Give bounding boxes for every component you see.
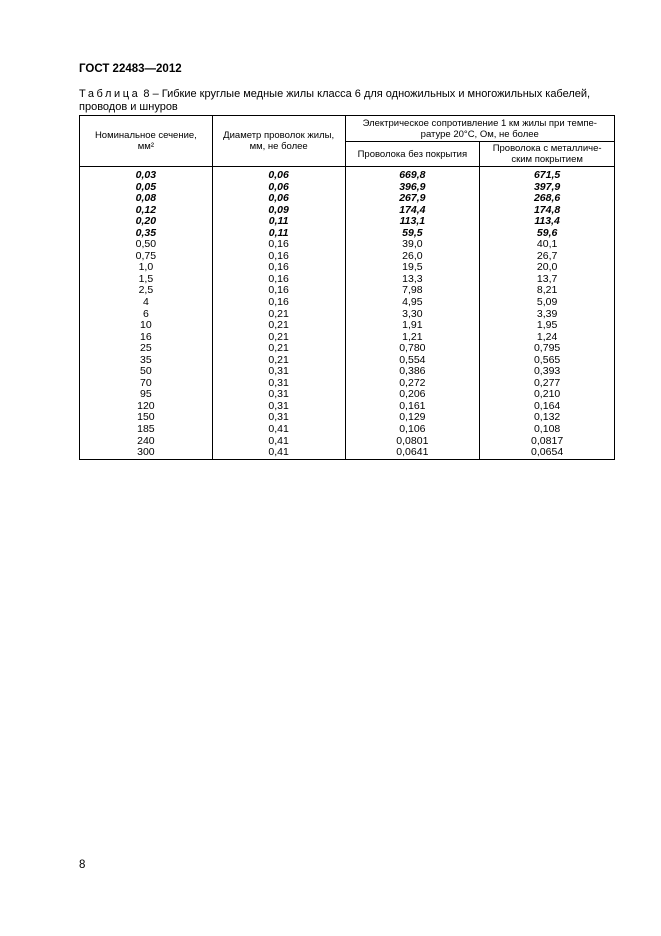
cell-coated: 113,4 — [480, 216, 615, 228]
cell-bare: 174,4 — [345, 205, 480, 217]
cell-bare: 39,0 — [345, 239, 480, 251]
cell-coated: 0,795 — [480, 343, 615, 355]
cell-coated: 0,164 — [480, 401, 615, 413]
table-row — [80, 447, 615, 459]
table-row — [80, 285, 615, 297]
cell-diameter: 0,21 — [212, 332, 345, 344]
cell-section: 0,50 — [80, 239, 213, 251]
table-row — [80, 216, 615, 228]
cell-diameter: 0,31 — [212, 366, 345, 378]
cell-bare: 0,780 — [345, 343, 480, 355]
cell-coated: 671,5 — [480, 167, 615, 182]
cell-coated: 20,0 — [480, 262, 615, 274]
cell-section: 0,35 — [80, 228, 213, 240]
cell-section: 0,05 — [80, 182, 213, 194]
table-row — [80, 309, 615, 321]
cell-bare: 113,1 — [345, 216, 480, 228]
cell-diameter: 0,21 — [212, 320, 345, 332]
cell-section: 0,03 — [80, 167, 213, 182]
header-wire-diameter: Диаметр проволок жилы, мм, не более — [212, 116, 345, 167]
table-row — [80, 274, 615, 286]
cell-diameter: 0,06 — [212, 182, 345, 194]
cell-coated: 0,0817 — [480, 436, 615, 448]
cell-bare: 1,21 — [345, 332, 480, 344]
cell-diameter: 0,21 — [212, 309, 345, 321]
header-resistance-group: Электрическое сопротивление 1 км жилы при темпе- ратуре 20°С, Ом, не более — [345, 116, 615, 142]
cell-diameter: 0,11 — [212, 216, 345, 228]
cell-coated: 0,132 — [480, 412, 615, 424]
document-header: ГОСТ 22483—2012 — [79, 63, 182, 75]
table-row — [80, 251, 615, 263]
cell-bare: 267,9 — [345, 193, 480, 205]
page-number: 8 — [79, 859, 86, 871]
cell-bare: 0,206 — [345, 389, 480, 401]
header-nominal-section: Номинальное сечение, мм² — [80, 116, 213, 167]
cell-diameter: 0,31 — [212, 412, 345, 424]
cell-section: 10 — [80, 320, 213, 332]
table-row — [80, 262, 615, 274]
cell-bare: 0,272 — [345, 378, 480, 390]
cell-bare: 19,5 — [345, 262, 480, 274]
cell-coated: 268,6 — [480, 193, 615, 205]
cell-coated: 174,8 — [480, 205, 615, 217]
cell-bare: 1,91 — [345, 320, 480, 332]
cell-coated: 0,393 — [480, 366, 615, 378]
cell-diameter: 0,06 — [212, 193, 345, 205]
table-row — [80, 297, 615, 309]
cell-section: 1,0 — [80, 262, 213, 274]
cell-bare: 3,30 — [345, 309, 480, 321]
cell-diameter: 0,06 — [212, 167, 345, 182]
cell-coated: 0,210 — [480, 389, 615, 401]
cell-coated: 1,95 — [480, 320, 615, 332]
table-caption — [79, 88, 619, 114]
cell-bare: 0,386 — [345, 366, 480, 378]
cell-coated: 0,108 — [480, 424, 615, 436]
table-caption-label: Таблица — [79, 88, 141, 100]
cell-diameter: 0,16 — [212, 251, 345, 263]
cell-bare: 7,98 — [345, 285, 480, 297]
cell-diameter: 0,41 — [212, 436, 345, 448]
cell-section: 70 — [80, 378, 213, 390]
table-caption-text: 8 – Гибкие круглые медные жилы класса 6 для одножильных и многожильных кабелей, проводов и шнуров — [79, 88, 591, 113]
header-coated-wire: Проволока с металличе- ским покрытием — [480, 142, 615, 167]
cell-section: 0,08 — [80, 193, 213, 205]
cell-coated: 59,6 — [480, 228, 615, 240]
cell-diameter: 0,16 — [212, 285, 345, 297]
cell-diameter: 0,16 — [212, 297, 345, 309]
cell-bare: 0,129 — [345, 412, 480, 424]
cell-section: 2,5 — [80, 285, 213, 297]
table-row — [80, 239, 615, 251]
cell-section: 1,5 — [80, 274, 213, 286]
cell-bare: 0,106 — [345, 424, 480, 436]
cell-coated: 0,0654 — [480, 447, 615, 459]
cell-bare: 0,0801 — [345, 436, 480, 448]
cell-section: 35 — [80, 355, 213, 367]
table-row — [80, 193, 615, 205]
cell-bare: 396,9 — [345, 182, 480, 194]
cell-section: 4 — [80, 297, 213, 309]
cell-bare: 26,0 — [345, 251, 480, 263]
cell-section: 6 — [80, 309, 213, 321]
cell-section: 0,20 — [80, 216, 213, 228]
cell-section: 25 — [80, 343, 213, 355]
cell-bare: 0,554 — [345, 355, 480, 367]
cell-coated: 1,24 — [480, 332, 615, 344]
cell-diameter: 0,41 — [212, 424, 345, 436]
cell-bare: 13,3 — [345, 274, 480, 286]
cell-coated: 5,09 — [480, 297, 615, 309]
cell-bare: 669,8 — [345, 167, 480, 182]
cell-diameter: 0,21 — [212, 343, 345, 355]
cell-section: 95 — [80, 389, 213, 401]
cell-diameter: 0,31 — [212, 401, 345, 413]
cell-section: 16 — [80, 332, 213, 344]
cell-section: 120 — [80, 401, 213, 413]
cell-coated: 3,39 — [480, 309, 615, 321]
cell-section: 150 — [80, 412, 213, 424]
cell-section: 50 — [80, 366, 213, 378]
cell-coated: 26,7 — [480, 251, 615, 263]
cell-coated: 397,9 — [480, 182, 615, 194]
cell-bare: 0,161 — [345, 401, 480, 413]
table-row — [80, 320, 615, 332]
cell-coated: 13,7 — [480, 274, 615, 286]
cell-coated: 8,21 — [480, 285, 615, 297]
table-row — [80, 167, 615, 182]
cell-diameter: 0,41 — [212, 447, 345, 459]
cell-bare: 0,0641 — [345, 447, 480, 459]
cell-section: 0,12 — [80, 205, 213, 217]
table-body — [80, 167, 615, 460]
cell-section: 0,75 — [80, 251, 213, 263]
cell-bare: 4,95 — [345, 297, 480, 309]
cell-diameter: 0,11 — [212, 228, 345, 240]
cell-diameter: 0,09 — [212, 205, 345, 217]
cell-diameter: 0,16 — [212, 262, 345, 274]
cell-diameter: 0,31 — [212, 378, 345, 390]
cell-coated: 40,1 — [480, 239, 615, 251]
cell-section: 300 — [80, 447, 213, 459]
table-row — [80, 424, 615, 436]
cell-section: 185 — [80, 424, 213, 436]
cell-diameter: 0,31 — [212, 389, 345, 401]
header-bare-wire: Проволока без покрытия — [345, 142, 480, 167]
cell-section: 240 — [80, 436, 213, 448]
cell-diameter: 0,16 — [212, 239, 345, 251]
cell-coated: 0,277 — [480, 378, 615, 390]
cell-diameter: 0,21 — [212, 355, 345, 367]
table-row — [80, 228, 615, 240]
cell-bare: 59,5 — [345, 228, 480, 240]
cell-diameter: 0,16 — [212, 274, 345, 286]
cell-coated: 0,565 — [480, 355, 615, 367]
conductor-table — [79, 115, 615, 460]
